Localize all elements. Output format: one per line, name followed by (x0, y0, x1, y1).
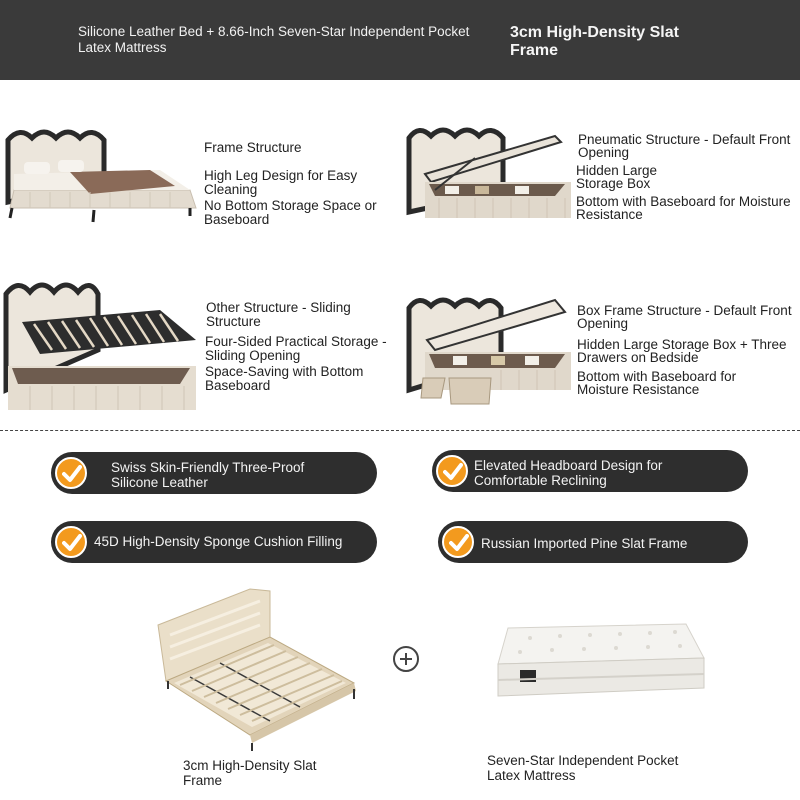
pneumatic-bed-image (405, 112, 575, 237)
check-icon (55, 457, 87, 489)
structure-line: Hidden Large Storage Box + Three Drawers on Bedside (577, 337, 787, 365)
feature-text: Elevated Headboard Design for Comfortable Reclining (474, 458, 663, 488)
structure-line: Bottom with Baseboard for Moisture Resistance (576, 194, 791, 222)
mattress-caption: Seven-Star Independent Pocket Latex Mattress (487, 753, 679, 783)
structure-sliding-text (205, 301, 400, 395)
feature-pill-sponge (51, 521, 377, 563)
structure-line: Hidden Large Storage Box (576, 163, 658, 191)
structure-title: Other Structure - Sliding Structure (206, 300, 351, 329)
structure-frame-text (204, 141, 399, 229)
box-frame-bed-image (405, 282, 575, 412)
frame-bed-image (0, 112, 200, 227)
mattress-image (490, 618, 710, 710)
structure-line: No Bottom Storage Space or Baseboard (204, 198, 377, 227)
slat-frame-caption: 3cm High-Density Slat Frame (183, 758, 317, 788)
dashed-divider (0, 430, 800, 431)
header-left-title: Silicone Leather Bed + 8.66-Inch Seven-Star Independent Pocket Latex Mattress (78, 24, 470, 55)
check-icon (442, 526, 474, 558)
structure-line: Bottom with Baseboard for Moisture Resistance (577, 369, 737, 397)
structure-title: Box Frame Structure - Default Front Opening (577, 303, 792, 331)
structure-title: Pneumatic Structure - Default Front Opening (578, 132, 791, 160)
check-icon (436, 455, 468, 487)
structure-line: Four-Sided Practical Storage - Sliding Opening (205, 334, 387, 363)
header-banner (0, 0, 800, 80)
structure-line: Space-Saving with Bottom Baseboard (205, 364, 364, 393)
plus-icon (393, 646, 419, 672)
structure-line: High Leg Design for Easy Cleaning (204, 168, 358, 197)
feature-text: 45D High-Density Sponge Cushion Filling (94, 534, 343, 549)
feature-text: Swiss Skin-Friendly Three-Proof Silicone Leather (111, 460, 305, 490)
slat-frame-bed-image (150, 585, 362, 755)
check-icon (55, 526, 87, 558)
sliding-bed-image (0, 270, 200, 415)
structure-box-frame-text (577, 305, 797, 398)
structure-title: Frame Structure (204, 140, 302, 155)
feature-pill-pine-slat (438, 521, 748, 563)
feature-text: Russian Imported Pine Slat Frame (481, 536, 688, 551)
header-right-title: 3cm High-Density Slat Frame (510, 24, 679, 59)
feature-pill-leather (51, 452, 377, 494)
feature-pill-headboard (432, 450, 748, 492)
structure-pneumatic-text (576, 134, 796, 223)
